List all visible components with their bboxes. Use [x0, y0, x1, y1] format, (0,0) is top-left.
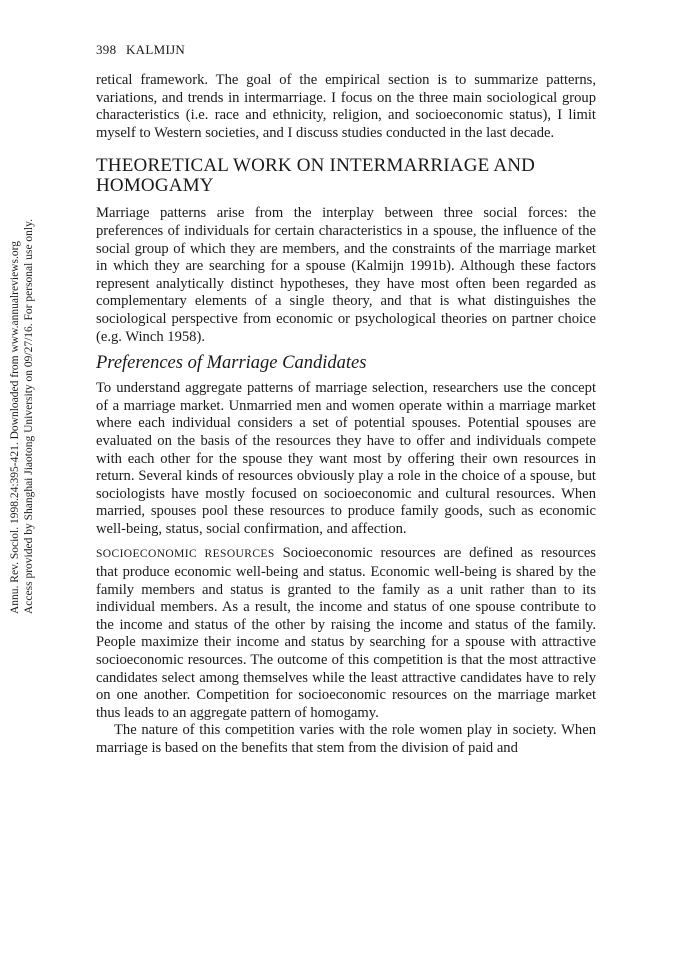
download-notice-line-1: Annu. Rev. Sociol. 1998.24:395-421. Downloaded from www.annualreviews.org — [9, 241, 21, 614]
download-notice-line-2: Access provided by Shanghai Jiaotong University on 09/27/16. For personal use only. — [23, 219, 35, 614]
paragraph-competition: The nature of this competition varies with the role women play in society. When marriage is based on the benefits that stem from the division of paid and — [96, 722, 596, 756]
download-notice — [8, 219, 36, 614]
paragraph-socioeconomic-resources — [96, 545, 596, 722]
running-author: KALMIJN — [125, 42, 186, 57]
running-head — [96, 42, 185, 58]
paragraph-marriage-market: To understand aggregate patterns of marriage selection, researchers use the concept of a marriage market. Unmarried men and women operate within a marriage market where each individual considers a set of potential spouses. Potential spouses are evaluated on the basis of the resources they have to offer and individuals compete with each other for the spouse they want most by offering their own resources in return. Several kinds of resources obviously play a role in the choice of a spouse, but sociologists have mostly focused on socioeconomic and cultural resources. When married, spouses pool these resources to produce family goods, such as economic well-being, status, social confirmation, and affection. — [96, 380, 596, 537]
page-number: 398 — [96, 42, 117, 57]
run-in-heading: SOCIOECONOMIC RESOURCES — [96, 548, 275, 561]
subsection-heading: Preferences of Marriage Candidates — [96, 353, 367, 374]
page-body — [96, 72, 596, 758]
paragraph-social-forces: Marriage patterns arise from the interplay between three social forces: the preferences of individuals for certain characteristics in a spouse, the influence of the social group of which they are members, and the constraints of the marriage market in which they are searching for a spouse (Kalmijn 1991b). Although these factors represent analytically distinct hypotheses, they have most often been regarded as complementary elements of a single theory, and that is what distinguishes the sociological perspective from economic or psychological theories on partner choice (e.g. Winch 1958). — [96, 205, 596, 345]
paragraph-socioeconomic-text: Socioeconomic resources are defined as resources that produce economic well-being and status. Economic well-being is shared by the family members and status is granted to the family as a unit rather than to its individual members. As a result, the income and status of one spouse contribute to the income and status of the other by raising the income and status of the family. People maximize their income and status by searching for a spouse with attractive socioeconomic resources. The outcome of this competition is that the most attractive candidates select among themselves while the least attractive candidates have to rely on one another. Competition for socioeconomic resources on the marriage market thus leads to an aggregate pattern of homogamy. — [96, 545, 596, 721]
section-heading: THEORETICAL WORK ON INTERMARRIAGE AND HOMOGAMY — [96, 155, 536, 197]
paragraph-intro: retical framework. The goal of the empirical section is to summarize patterns, variations, and trends in intermarriage. I focus on the three main sociological group characteristics (i.e. race and ethnicity, religion, and socioeconomic status), I limit myself to Western societies, and I discuss studies conducted in the last decade. — [96, 72, 596, 141]
